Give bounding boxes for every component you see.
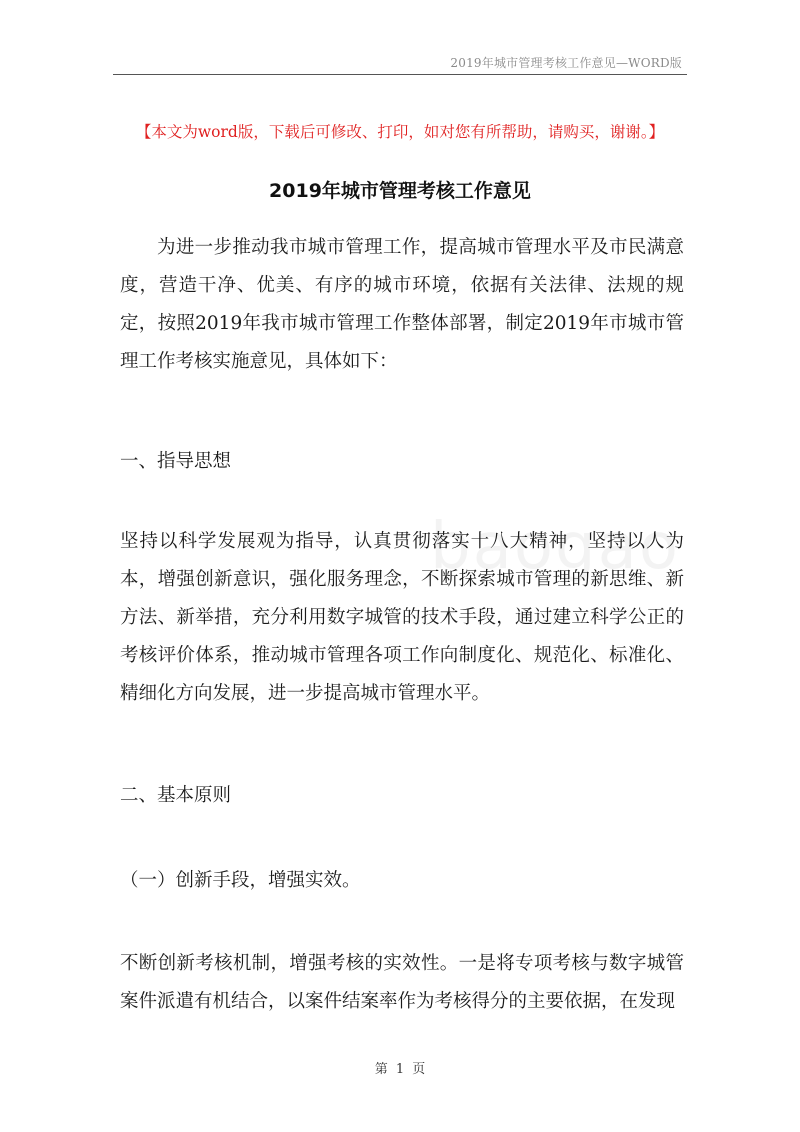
intro-paragraph: 为进一步推动我市城市管理工作，提高城市管理水平及市民满意度，营造干净、优美、有序的城市环境，依据有关法律、法规的规定，按照2019年我市城市管理工作整体部署，制定2019年市城市管理工作考核实施意见，具体如下： — [120, 237, 684, 372]
header-divider — [113, 74, 687, 75]
subsection-heading-innovation: （一）创新手段，增强实效。 — [120, 870, 361, 891]
section-heading-basic-principles: 二、基本原则 — [120, 785, 232, 806]
running-header: 2019年城市管理考核工作意见—WORD版 — [450, 56, 682, 70]
subsection-body-innovation: 不断创新考核机制，增强考核的实效性。一是将专项考核与数字城管案件派遣有机结合，以案件结案率作为考核得分的主要依据，在发现 — [120, 953, 684, 1012]
section-heading-guiding-ideology: 一、指导思想 — [120, 451, 232, 472]
page-number: 第 1 页 — [374, 1062, 426, 1077]
document-title: 2019年城市管理考核工作意见 — [269, 180, 531, 202]
purchase-notice: 【本文为word版，下载后可修改、打印，如对您有所帮助，请购买，谢谢。】 — [135, 123, 665, 141]
section-body-guiding-ideology: 坚持以科学发展观为指导，认真贯彻落实十八大精神，坚持以人为本，增强创新意识，强化服务理念，不断探索城市管理的新思维、新方法、新举措，充分利用数字城管的技术手段，通过建立科学公正的考核评价体系，推动城市管理各项工作向制度化、规范化、标准化、精细化方向发展，进一步提高城市管理水平。 — [120, 531, 684, 704]
